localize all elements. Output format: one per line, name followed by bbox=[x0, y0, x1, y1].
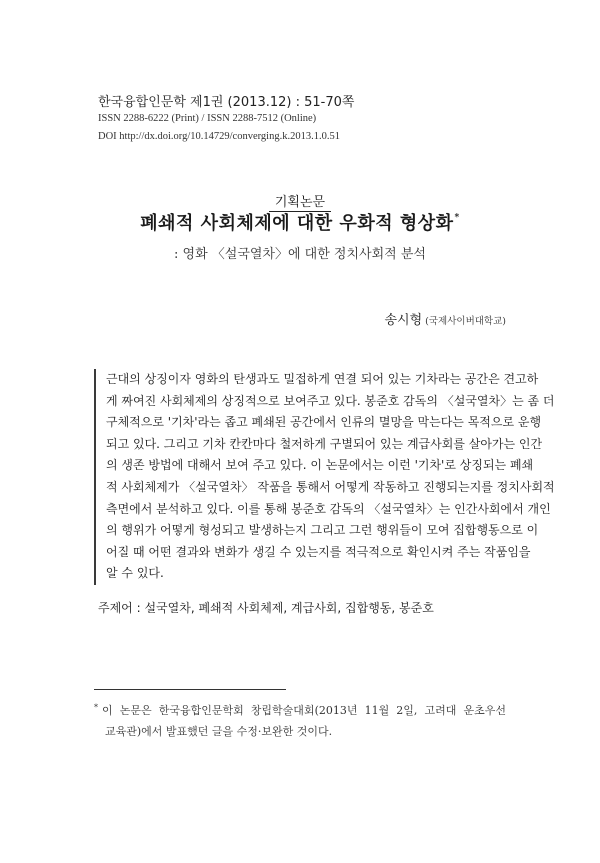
article-category bbox=[0, 191, 600, 210]
footnote-line bbox=[94, 697, 506, 721]
article-subtitle: : 영화 〈설국열차〉에 대한 정치사회적 분석 bbox=[174, 247, 426, 262]
journal-citation: 한국융합인문학 제1권 (2013.12) : 51-70쪽 bbox=[98, 95, 355, 110]
abstract-line: 게 짜여진 사회체제의 상징적으로 보여주고 있다. 봉준호 감독의 〈설국열차〉는 좀 더 bbox=[106, 393, 555, 408]
title-footnote-mark[interactable]: * bbox=[454, 213, 460, 223]
footnote-text-1: 이 논문은 한국융합인문학회 창립학술대회(2013년 11월 2일, 고려대 운초우선 bbox=[102, 704, 506, 717]
abstract-line: 근대의 상징이자 영화의 탄생과도 밀접하게 연결 되어 있는 기차라는 공간은 견고하 bbox=[106, 372, 539, 386]
footnote-text-2: 교육관)에서 발표했던 글을 수정·보완한 것이다. bbox=[105, 725, 333, 738]
issn-line: ISSN 2288-6222 (Print) / ISSN 2288-7512 (Online) bbox=[98, 113, 317, 124]
author-block bbox=[384, 309, 506, 328]
abstract-line: 어질 때 어떤 결과와 변화가 생길 수 있는지를 적극적으로 확인시켜 주는 작품임을 bbox=[106, 544, 531, 559]
footnote-mark: * bbox=[94, 703, 98, 712]
article-title-block bbox=[0, 209, 600, 235]
doi-link[interactable]: DOI http://dx.doi.org/10.14729/converging.k.2013.1.0.51 bbox=[98, 131, 340, 142]
abstract-line: 측면에서 분석하고 있다. 이를 통해 봉준호 감독의 〈설국열차〉는 인간사회에서 개인 bbox=[106, 501, 551, 516]
footnote-line bbox=[94, 721, 506, 742]
abstract bbox=[94, 369, 555, 585]
abstract-line: 의 행위가 어떻게 형성되고 발생하는지 그리고 그런 행위들이 모여 집합행동으로 이 bbox=[106, 523, 539, 538]
abstract-line: 적 사회체제가 〈설국열차〉 작품을 통해서 어떻게 작동하고 진행되는지를 정치사회적 bbox=[106, 479, 555, 494]
abstract-line: 구체적으로 '기차'라는 좁고 폐쇄된 공간에서 인류의 멸망을 막는다는 목적으로 운행 bbox=[106, 415, 542, 430]
abstract-line: 알 수 있다. bbox=[106, 566, 164, 581]
author-name: 송시형 bbox=[384, 313, 423, 328]
article-title: 폐쇄적 사회체제에 대한 우화적 형상화 bbox=[140, 213, 454, 234]
article-category-label: 기획논문 bbox=[269, 195, 331, 212]
author-affiliation: (국제사이버대학교) bbox=[425, 316, 506, 327]
footnote-divider bbox=[94, 689, 286, 690]
abstract-line: 의 생존 방법에 대해서 보여 주고 있다. 이 논문에서는 이런 '기차'로 상징되는 폐쇄 bbox=[106, 458, 534, 473]
keywords: 주제어 : 설국열차, 폐쇄적 사회체제, 계급사회, 집합행동, 봉준호 bbox=[98, 601, 434, 615]
abstract-line: 되고 있다. 그리고 기차 칸칸마다 철저하게 구별되어 있는 계급사회를 살아가는 인간 bbox=[106, 436, 543, 451]
footnote bbox=[94, 697, 506, 742]
